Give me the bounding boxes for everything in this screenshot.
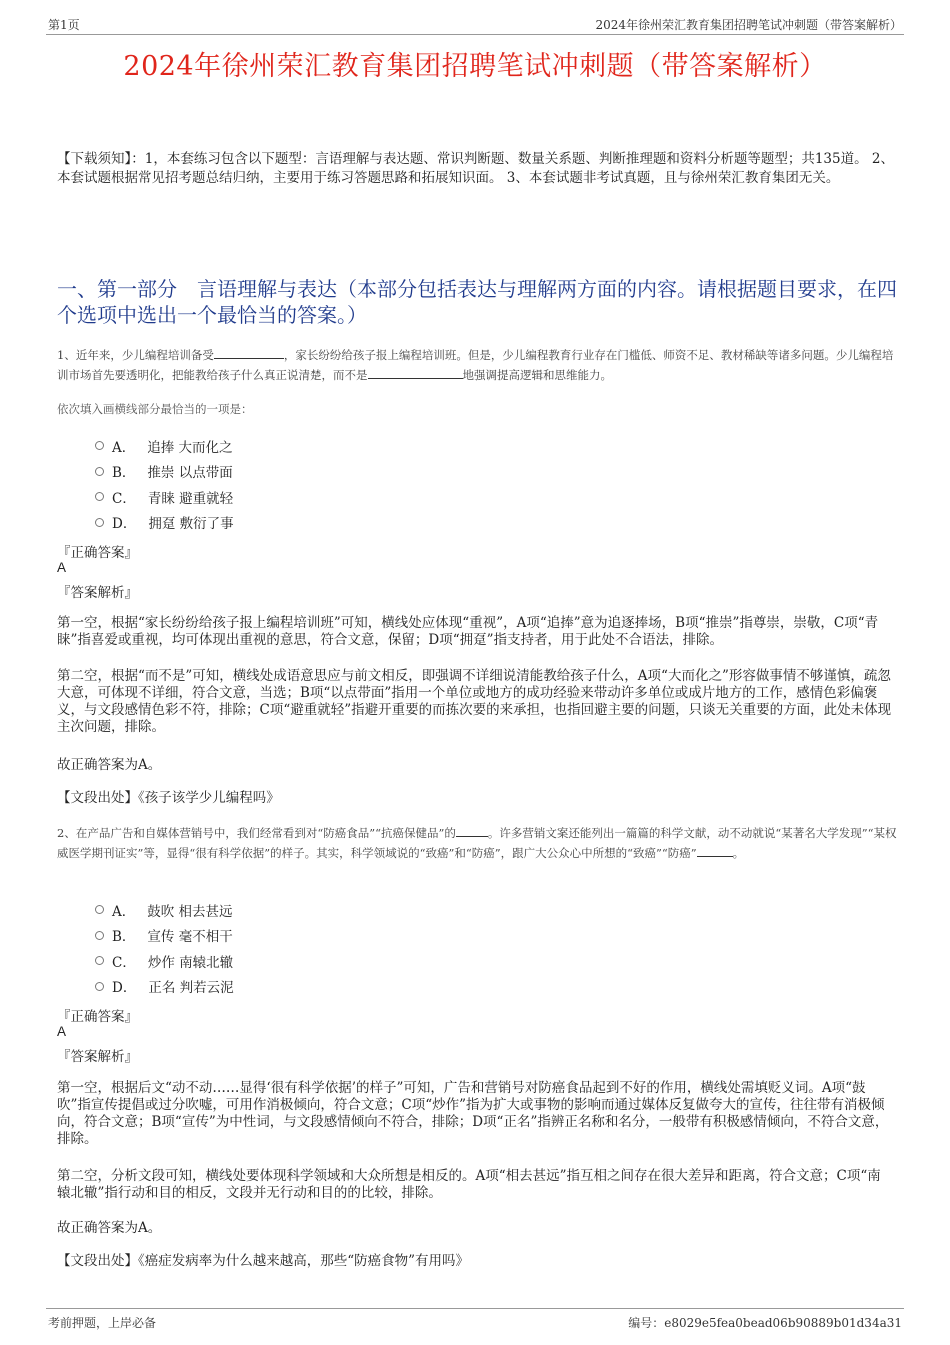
analysis-label: 『答案解析』 <box>57 1049 138 1065</box>
page-number: 第1页 <box>48 18 80 32</box>
correct-answer-label: 『正确答案』 <box>57 1009 138 1025</box>
correct-answer-label: 『正确答案』 <box>57 545 138 561</box>
option-d[interactable]: D． 正名 判若云泥 <box>95 974 234 1000</box>
answer-conclusion: 故正确答案为A。 <box>57 1220 162 1236</box>
analysis-paragraph-2: 第二空，根据“而不是”可知，横线处成语意思应与前文相反，即强调不详细说清能教给孩子什么，A项“大而化之”形容做事情不够谨慎，疏忽大意，可体现不详细，符合文意，当选；B项“以点带面”指用一个单位或地方的成功经验来带动许多单位或成片地方的工作，感情色彩偏褒义，与文段感情色彩不符，排除；C项“避重就轻”指避开重要的而拣次要的来承担，也指回避主要的问题，只谈无关重要的方面，此处未体现主次问题，排除。 <box>57 668 892 735</box>
analysis-label: 『答案解析』 <box>57 585 138 601</box>
question-2-part-2: 。许多营销文案还能列出一篇篇的科学文献，动不动就说“某著名大学发现”“某权威医学期刊证实”等，显得“很有科学依据”的样子。其实，科学领域说的“致癌”和“防癌”，跟广大公众心中所想的“致癌”“防癌” <box>57 826 897 860</box>
section-heading: 一、第一部分 言语理解与表达（本部分包括表达与理解两方面的内容。请根据题目要求，在四个选项中选出一个最恰当的答案。） <box>57 277 897 327</box>
option-c[interactable]: C． 炒作 南辕北辙 <box>95 948 234 974</box>
question-1-part-2: ，家长纷纷给孩子报上编程培训班。但是，少儿编程教育行业存在门槛低、师资不足、教材稀缺等诸多问题。少儿编程培训市场首先要透明化，把能教给孩子什么真正说清楚，而不是 <box>57 348 894 382</box>
answer-conclusion: 故正确答案为A。 <box>57 757 162 773</box>
source-citation: 【文段出处】《孩子该学少儿编程吗》 <box>57 790 280 806</box>
question-1-options <box>95 433 234 535</box>
blank-line <box>368 366 463 379</box>
radio-icon[interactable] <box>95 956 104 965</box>
blank-line <box>456 824 488 837</box>
question-2-stem <box>57 823 897 863</box>
question-1-part-1: 1、近年来，少儿编程培训备受 <box>57 348 214 362</box>
question-2-options <box>95 897 234 999</box>
analysis-paragraph-1: 第一空，根据后文“动不动……显得‘很有科学依据’的样子”可知，广告和营销号对防癌食品起到不好的作用，横线处需填贬义词。A项“鼓吹”指宣传提倡或过分吹嘘，可用作消极倾向，符合文意；C项“炒作”指为扩大或事物的影响而通过媒体反复做夸大的宣传，往往带有消极倾向，符合文意；B项“宣传”为中性词，与文段感情倾向不符合，排除；D项“正名”指辨正名称和名分，一般带有积极感情倾向，不符合文意，排除。 <box>57 1080 889 1147</box>
analysis-paragraph-2: 第二空，分析文段可知，横线处要体现科学领域和大众所想是相反的。A项“相去甚远”指互相之间存在很大差异和距离，符合文意；C项“南辕北辙”指行动和目的相反，文段并无行动和目的的比较，排除。 <box>57 1168 881 1201</box>
question-1-part-3: 地强调提高逻辑和思维能力。 <box>462 368 612 382</box>
question-2-part-1: 2、在产品广告和自媒体营销号中，我们经常看到对“防癌食品”“抗癌保健品”的 <box>57 826 456 840</box>
document-code: 编号：e8029e5fea0bead06b90889b01d34a31 <box>628 1316 902 1330</box>
page-footer <box>46 1308 904 1329</box>
option-a[interactable]: A． 追捧 大而化之 <box>95 433 234 459</box>
option-d[interactable]: D． 拥趸 敷衍了事 <box>95 510 234 536</box>
option-b[interactable]: B． 宣传 毫不相干 <box>95 923 234 949</box>
question-1-stem <box>57 345 897 385</box>
option-b[interactable]: B． 推崇 以点带面 <box>95 459 234 485</box>
correct-answer: A <box>57 1024 67 1039</box>
correct-answer: A <box>57 560 67 575</box>
source-citation: 【文段出处】《癌症发病率为什么越来越高，那些“防癌食物”有用吗》 <box>57 1253 470 1269</box>
radio-icon[interactable] <box>95 982 104 991</box>
document-title: 2024年徐州荣汇教育集团招聘笔试冲刺题（带答案解析） <box>123 51 827 82</box>
analysis-paragraph-1: 第一空，根据“家长纷纷给孩子报上编程培训班”可知，横线处应体现“重视”，A项“追捧”意为追逐捧场，B项“推崇”指尊崇，崇敬，C项“青睐”指喜爱或重视，均可体现出重视的意思，符合文意，保留；D项“拥趸”指支持者，用于此处不合语法，排除。 <box>57 615 879 648</box>
option-a[interactable]: A． 鼓吹 相去甚远 <box>95 897 234 923</box>
question-2-part-3: 。 <box>732 846 745 860</box>
header-doc-title: 2024年徐州荣汇教育集团招聘笔试冲刺题（带答案解析） <box>595 18 902 32</box>
blank-line <box>214 346 284 359</box>
question-instruction: 依次填入画横线部分最恰当的一项是： <box>57 402 253 416</box>
page-header <box>46 14 904 35</box>
radio-icon[interactable] <box>95 467 104 476</box>
radio-icon[interactable] <box>95 441 104 450</box>
option-c[interactable]: C． 青睐 避重就轻 <box>95 484 234 510</box>
download-notice: 【下载须知】：1，本套练习包含以下题型：言语理解与表达题、常识判断题、数量关系题、判断推理题和资料分析题等题型；共135道。 2、本套试题根据常见招考题总结归纳，主要用于练习答题思路和拓展知识面。 3、本套试题非考试真题，且与徐州荣汇教育集团无关。 <box>57 151 894 186</box>
radio-icon[interactable] <box>95 492 104 501</box>
radio-icon[interactable] <box>95 518 104 527</box>
footer-slogan: 考前押题，上岸必备 <box>48 1316 157 1330</box>
radio-icon[interactable] <box>95 931 104 940</box>
blank-line <box>697 844 733 857</box>
radio-icon[interactable] <box>95 905 104 914</box>
